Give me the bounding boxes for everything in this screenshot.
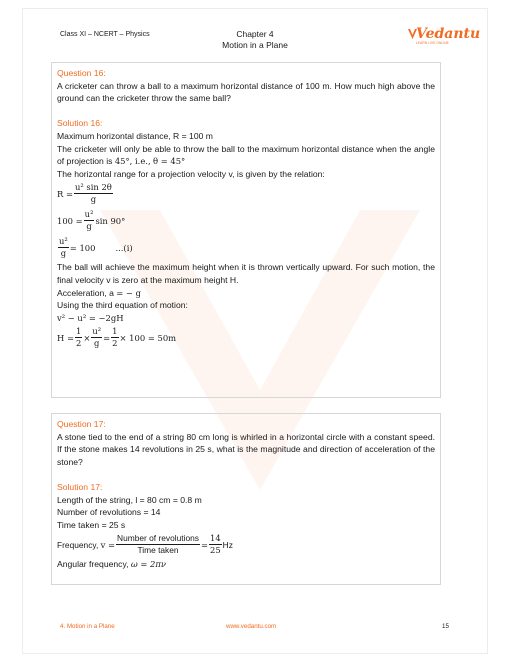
max-distance-line: Maximum horizontal distance, R = 100 m [57, 130, 213, 141]
eq5-fraction-2 [91, 326, 102, 349]
footer-chapter: 4. Motion in a Plane [60, 623, 115, 630]
equation-height [57, 324, 435, 351]
class-label: Class XI – NCERT – Physics [60, 31, 150, 38]
eq1-fraction [74, 182, 113, 205]
frequency-label: Frequency, [57, 539, 99, 550]
eq3-numerator: u² [59, 236, 68, 247]
revolutions-line: Number of revolutions = 14 [57, 507, 161, 518]
acceleration-label: Acceleration, a [57, 287, 114, 298]
eq5-equals: = [103, 332, 111, 343]
range-relation-text: The horizontal range for a projection velocity v, is given by the relation: [57, 168, 325, 179]
question-16-text: A cricketer can throw a ball to a maximum horizontal distance of 100 m. How much high above the ground can the cricketer throw the same ball? [57, 80, 435, 104]
equation-range [57, 180, 435, 207]
eq5-f2-den: g [94, 338, 100, 349]
question-17-text: A stone tied to the end of a string 80 cm long is whirled in a horizontal circle with a constant speed. If the stone makes 14 revolutions in 25 s, what is the magnitude and direction of acceleration of the stone? [57, 431, 435, 467]
chapter-topic: Motion in a Plane [222, 40, 288, 50]
frequency-symbol: v = [100, 539, 116, 550]
eq5-fraction-1 [75, 326, 82, 349]
equation-third-motion: v² − u² = −2gH [57, 312, 124, 323]
eq5-fraction-3 [111, 326, 118, 349]
acceleration-value: = − g [116, 287, 141, 298]
eq5-f1-den: 2 [75, 338, 82, 349]
question-16-title: Question 16: [57, 68, 106, 78]
equation-i [57, 234, 435, 261]
eq2-denominator: g [86, 221, 92, 232]
logo-tagline: LEARN LIVE ONLINE [416, 41, 449, 45]
eq2-lhs: 100 = [57, 215, 83, 226]
frequency-equals: = [200, 539, 208, 550]
eq5-f2-num: u² [92, 326, 102, 337]
string-length-line: Length of the string, l = 80 cm = 0.8 m [57, 494, 202, 505]
vedantu-logo [408, 26, 481, 48]
eq5-rhs: × 100 = 50m [119, 332, 177, 343]
chapter-heading [180, 29, 330, 51]
eq2-numerator: u² [84, 209, 94, 220]
projection-angle-sentence: The cricketer will only be able to throw the ball to the maximum horizontal distance when the angle of projection is [57, 143, 435, 167]
eq1-lhs: R = [57, 188, 73, 199]
angular-frequency-eq: ω = 2πν [130, 559, 166, 570]
solution-17-title: Solution 17: [57, 481, 103, 492]
eq1-numerator: u² sin 2θ [75, 182, 112, 193]
question-17-title: Question 17: [57, 419, 106, 429]
footer-website-link[interactable]: www.vedantu.com [226, 623, 277, 630]
projection-angle-text [57, 143, 435, 168]
eq3-denominator: g [60, 248, 67, 259]
eq1-denominator: g [90, 194, 97, 205]
frequency-denominator: Time taken [137, 545, 179, 556]
eq2-rhs: sin 90° [95, 215, 126, 226]
max-height-text: The ball will achieve the maximum height when it is thrown vertically upward. For such motion, the final velocity v is zero at the maximum height H. [57, 262, 435, 285]
theta-45: θ = 45° [153, 156, 186, 167]
eq5-times: × [83, 332, 91, 343]
equation-frequency [57, 531, 435, 558]
frequency-value-fraction [209, 533, 222, 556]
eq3-tag: ...(i) [115, 242, 133, 253]
angular-frequency-label: Angular frequency, [57, 559, 129, 570]
time-taken-line: Time taken = 25 s [57, 519, 126, 530]
eq5-lhs: H = [57, 332, 74, 343]
eq3-fraction [58, 236, 69, 259]
chapter-number: Chapter 4 [236, 29, 274, 39]
frequency-unit: Hz [222, 539, 233, 550]
eq3-rhs: = 100 [69, 242, 96, 253]
logo-name: Vedantu [416, 26, 481, 42]
question-16-box [51, 62, 441, 398]
eq5-f3-den: 2 [112, 338, 118, 349]
solution-16-title: Solution 16: [57, 118, 103, 129]
eq5-f1-num: 1 [75, 326, 82, 337]
angle-45: 45°, i.e., [114, 156, 151, 167]
acceleration-line [57, 287, 435, 300]
third-equation-text: Using the third equation of motion: [57, 300, 188, 311]
question-17-box [51, 413, 441, 585]
page-header [0, 0, 510, 60]
frequency-value-num: 14 [210, 533, 221, 544]
eq2-fraction [84, 209, 95, 232]
frequency-fraction [116, 533, 200, 556]
footer-page-number: 15 [442, 623, 449, 630]
eq5-f3-num: 1 [112, 326, 118, 337]
frequency-value-den: 25 [210, 545, 221, 556]
frequency-numerator: Number of revolutions [117, 533, 199, 544]
equation-range-100 [57, 207, 435, 234]
angular-frequency-line [57, 558, 435, 571]
